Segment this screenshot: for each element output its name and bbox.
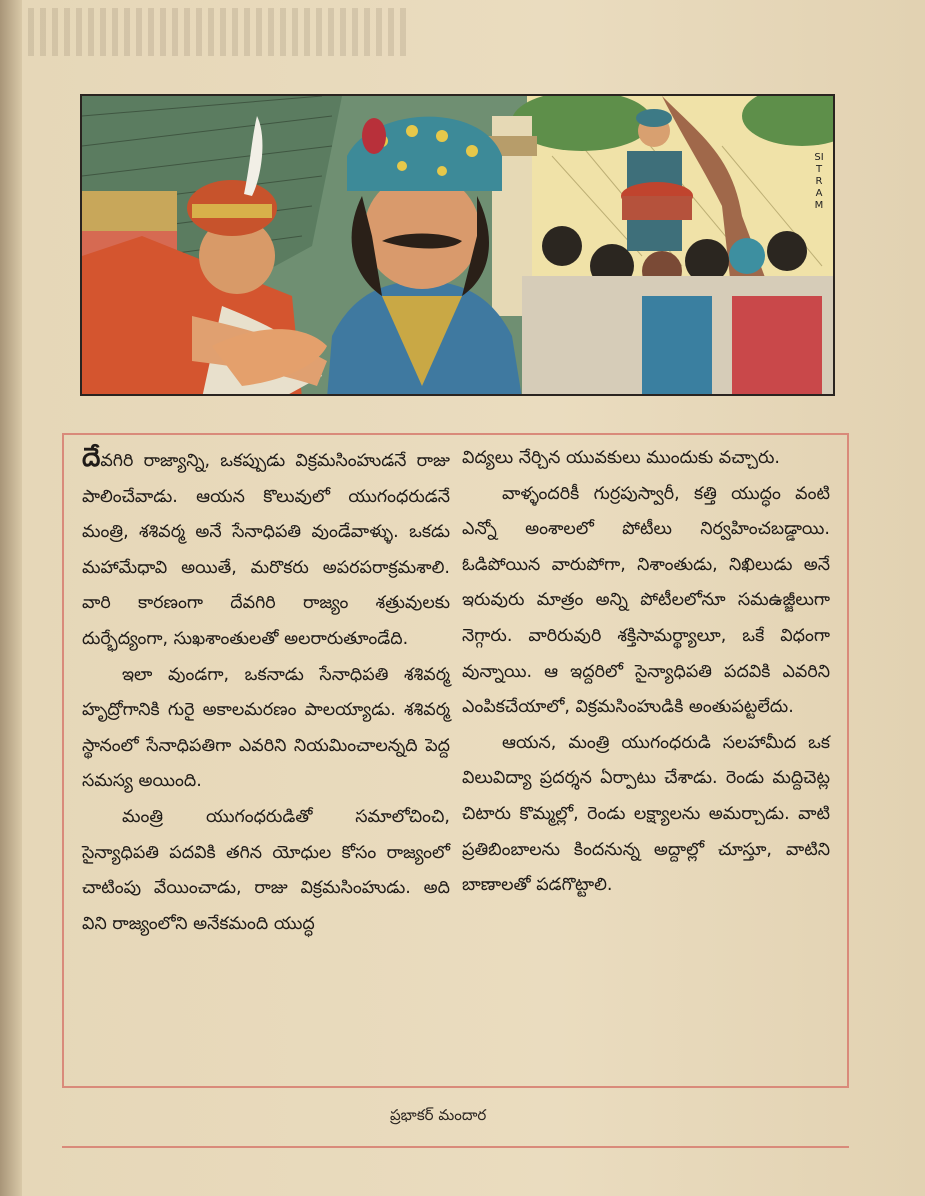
left-para-3: మంత్రి యుగంధరుడితో సమాలోచించి, సైన్యాధిపతి పదవికి తగిన యోధుల కోసం రాజ్యంలో చాటింపు వేయించాడు, రాజు విక్రమసింహుడు. అది విని రాజ్యంలోని అనేకమంది యుద్ధ [82,806,450,934]
artist-signature: SITRAM [814,152,824,211]
story-text-frame [62,433,849,1088]
story-illustration [80,94,835,396]
author-name: ప్రభాకర్ మందార [390,1106,487,1124]
left-column [82,441,450,942]
right-para-1: విద్యలు నేర్చిన యువకులు ముందుకు వచ్చారు. [462,448,780,468]
left-para-2: ఇలా వుండగా, ఒకనాడు సేనాధిపతి శశివర్మ హృద్రోగానికి గురై అకాలమరణం పాలయ్యాడు. శశివర్మ స్థానంలో సేనాధిపతిగా ఎవరిని నియమించాలన్నది పెద్ద సమస్య అయింది. [82,664,450,792]
left-para-1 [82,441,450,658]
illustration-art [82,96,835,396]
dropcap: దే [82,443,101,473]
right-para-3: ఆయన, మంత్రి యుగంధరుడి సలహామీద ఒక విలువిద్యా ప్రదర్శన ఏర్పాటు చేశాడు. రెండు మద్దిచెట్ల చిటారు కొమ్మల్లో, రెండు లక్ష్యాలను అమర్చాడు. వాటి ప్రతిబింబాలను కిందనున్న అద్దాల్లో చూస్తూ, వాటిని బాణాలతో పడగొట్టాలి. [462,732,830,896]
left-para-1-text: వగిరి రాజ్యాన్ని, ఒకప్పుడు విక్రమసింహుడనే రాజు పాలించేవాడు. ఆయన కొలువులో యుగంధరుడనే మంత్రి, శశివర్మ అనే సేనాధిపతి వుండేవాళ్ళు. ఒకడు మహామేధావి అయితే, మరొకరు అపరపరాక్రమశాలి. వారి కారణంగా దేవగిరి రాజ్యం శత్రువులకు దుర్భేద్యంగా, సుఖశాంతులతో అలరారుతూండేది. [82,451,450,649]
show-through-header [28,8,408,56]
right-para-2: వాళ్ళందరికీ గుర్రపుస్వారీ, కత్తి యుద్ధం వంటి ఎన్నో అంశాలలో పోటీలు నిర్వహించబడ్డాయి. ఓడిపోయిన వారుపోగా, నిశాంతుడు, నిఖిలుడు అనే ఇరువురు మాత్రం అన్ని పోటీలలోనూ సమఉజ్జీలుగా నెగ్గారు. వారిరువురి శక్తిసామర్థ్యాలూ, ఒకే విధంగా వున్నాయి. ఆ ఇద్దరిలో సైన్యాధిపతి పదవికి ఎవరిని ఎంపికచేయాలో, విక్రమసింహుడికి అంతుపట్టలేదు. [462,483,830,718]
footer-rule [62,1146,849,1148]
page-spine-shadow [0,0,22,1196]
right-column [462,441,830,904]
